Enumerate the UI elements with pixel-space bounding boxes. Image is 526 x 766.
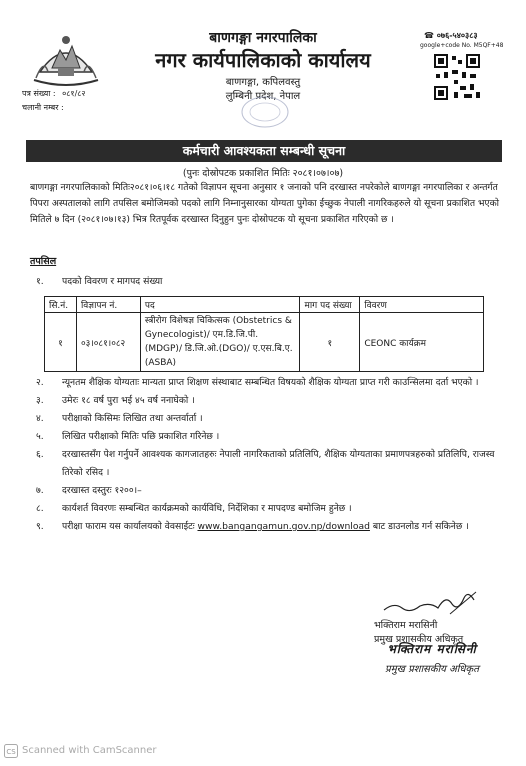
signatory-name: भक्तिराम मरासिनी <box>374 620 438 631</box>
list-item: ८. कार्यशर्त विवरणः सम्बन्धित कार्यक्रमको कार्यविधि, निर्देशिका र मापदण्ड बमोजिम हुनेछ । <box>36 503 352 514</box>
list-item: २. न्यूनतम शैक्षिक योग्यताः मान्यता प्राप्त शिक्षण संस्थाबाट सम्बन्धित विषयको शैक्षिक योग्यता प्राप्त गरी काउन्सिलमा दर्ता भएको । <box>36 377 479 388</box>
svg-text:CS: CS <box>6 748 16 756</box>
cell-count: १ <box>300 313 360 372</box>
cell-adv-no: ०३।०८१।०८२ <box>76 313 140 372</box>
intro-paragraph: बाणगङ्गा नगरपालिकाको मितिः२०८१।०६।१८ गतेको विज्ञापन सूचना अनुसार १ जनाको पनि दरखास्त नपरेकोले बाणगङ्गा नगरपालिका र अन्तर्गत पिपरा अस्पतालको लागि तपसिल बमोजिमको पदको लागि निम्नानुसारका योग्यता पुगेका ईच्छुक नेपाली नागरिकहरुले यो सूचना प्रकाशित भएको मितिले ७ दिन (२०८१।०७।१३) भित्र रितपूर्वक दरखास्त दिनुहुन पुनः दोस्रोपटक यो सूचना प्रकाशित गरिएको छ । <box>30 182 500 225</box>
list-item: ३. उमेरः १८ वर्ष पुरा भई ४५ वर्ष ननाघेको । <box>36 395 195 406</box>
list-item: ७. दरखास्त दस्तुरः १२००।– <box>36 485 142 496</box>
qr-code-icon <box>432 52 482 102</box>
municipality-name: बाणगङ्गा नगरपालिका <box>209 30 317 46</box>
download-link[interactable]: www.bangangamun.gov.np/download <box>197 521 370 532</box>
table-header-row <box>45 297 484 313</box>
tapsil-heading: तपसिल <box>30 256 57 267</box>
requirements-list <box>36 374 496 536</box>
table-row <box>45 313 484 372</box>
cell-post: स्त्रीरोग विशेषज्ञ चिकित्सक (Obstetrics & Gynecologist)/ एम.डि.जि.पी. (MDGP)/ डि.जि.ओ.(DGO)/ ए.एस.बि.ए. (ASBA) <box>140 313 300 372</box>
col-header-adv-no: विज्ञापन नं. <box>76 297 140 313</box>
list-item: ६. दरखास्तसँग पेश गर्नुपर्ने आवश्यक कागजातहरुः नेपाली नागरिकताको प्रतिलिपि, शैक्षिक योग्यताका प्रमाणपत्रहरुको प्रतिलिपि, राजस्व तिरेको रसिद । <box>36 449 495 478</box>
col-header-post: पद <box>140 297 300 313</box>
col-header-sn: सि.नं. <box>45 297 77 313</box>
list-item: ५. लिखित परीक्षाको मितिः पछि प्रकाशित गरिनेछ । <box>36 431 220 442</box>
notice-title: कर्मचारी आवश्यकता सम्बन्धी सूचना <box>26 140 502 162</box>
ref-number: पत्र संख्या : ०८१/८२ <box>22 89 86 98</box>
office-name: नगर कार्यपालिकाको कार्यालय <box>155 48 371 72</box>
scanner-watermark: Scanned with CamScanner <box>22 745 157 756</box>
google-plus-code: google+code No. M5QF+48 <box>420 42 504 49</box>
address-line-1: बाणगङ्गा, कपिलवस्तु <box>225 77 301 88</box>
list-item: ४. परीक्षाको किसिमः लिखित तथा अन्तर्वार्ता । <box>36 413 203 424</box>
name-stamp: भक्तिराम मरासिनी प्रमुख प्रशासकीय अधिकृत <box>385 642 479 675</box>
col-header-detail: विवरण <box>360 297 484 313</box>
signatory-designation: प्रमुख प्रशासकीय अधिकृत <box>374 634 464 645</box>
address-line-2: लुम्बिनी प्रदेश, नेपाल <box>225 91 301 102</box>
cell-sn: १ <box>45 313 77 372</box>
list-item: ९. परीक्षा फाराम यस कार्यालयको वेवसाईटः www.bangangamun.gov.np/download बाट डाउनलोड गर्न सकिनेछ । <box>36 521 469 532</box>
phone-number: ☎ ०७६-५४०३८३ <box>424 31 478 40</box>
camscanner-logo-icon <box>4 744 18 758</box>
cell-detail: CEONC कार्यक्रम <box>360 313 484 372</box>
list-item: १. पदको विवरण र मागपद संख्या <box>36 276 163 287</box>
col-header-count: माग पद संख्या <box>300 297 360 313</box>
office-stamp-icon <box>240 94 290 130</box>
dispatch-number: चलानी नम्बर : <box>22 103 64 112</box>
notice-subtitle: (पुनः दोस्रोपटक प्रकाशित मितिः २०८१।०७।०७) <box>182 168 344 179</box>
signature-icon <box>380 584 480 618</box>
job-table <box>44 296 484 372</box>
